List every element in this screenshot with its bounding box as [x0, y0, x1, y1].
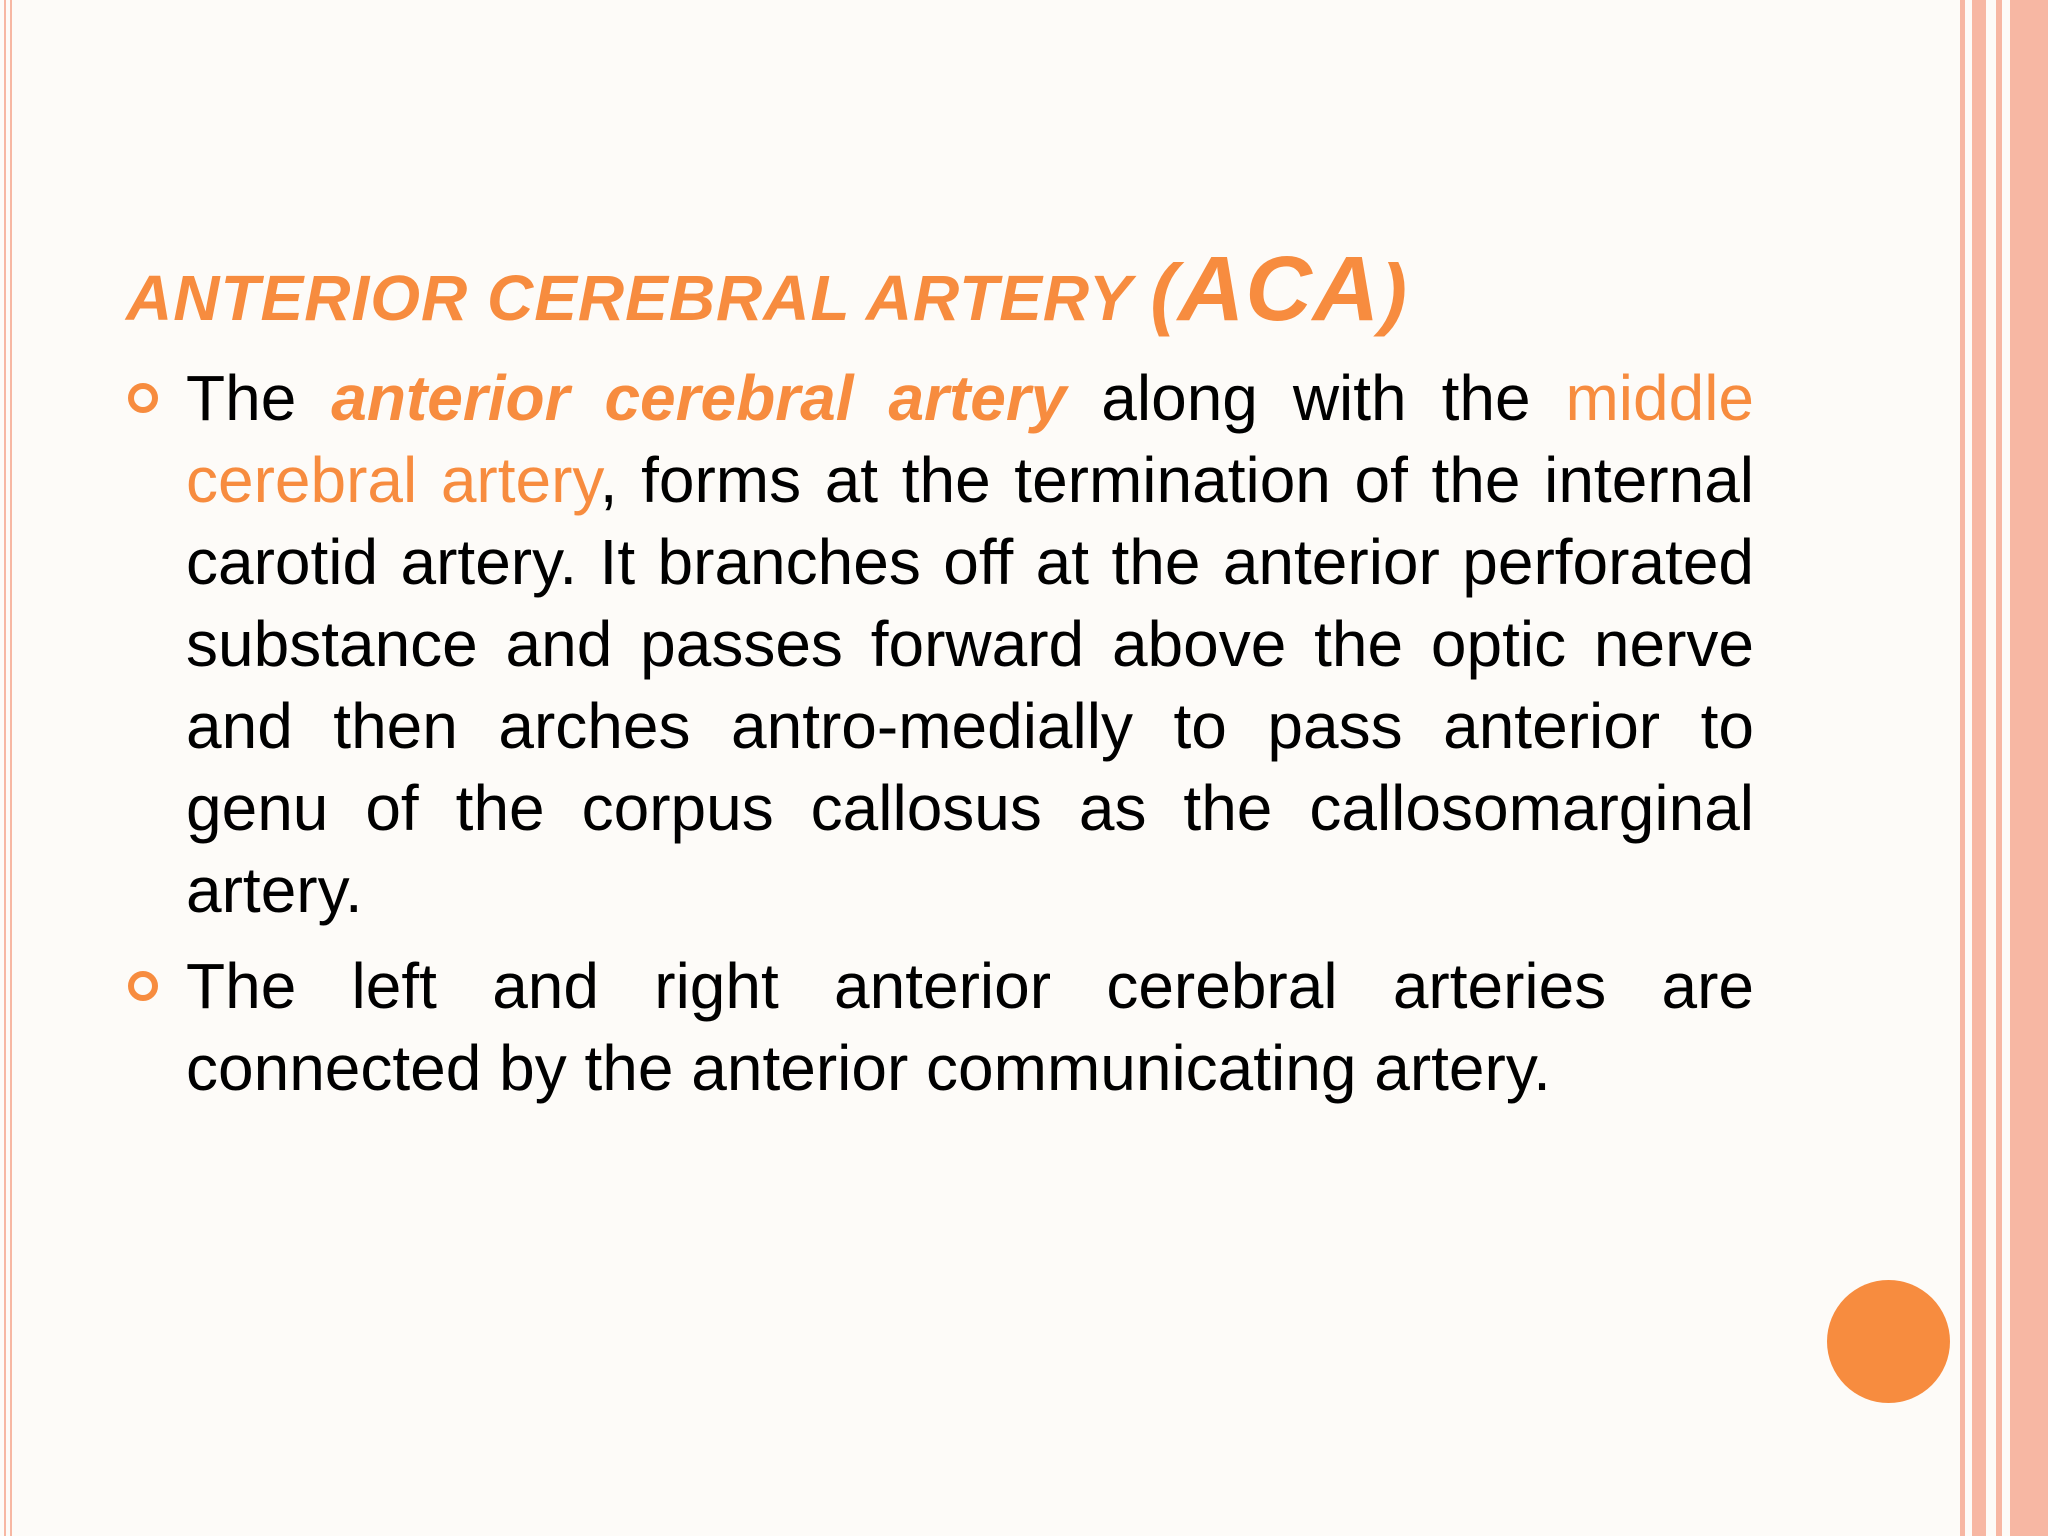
decorative-circle	[1827, 1280, 1950, 1403]
bullet-list	[126, 357, 1754, 1109]
right-border-stripe	[1996, 0, 2002, 1536]
title-acronym: ACA	[1177, 237, 1381, 340]
title-close-paren: )	[1380, 247, 1408, 337]
title-open-paren: (	[1150, 247, 1178, 337]
slide-title	[126, 237, 1408, 340]
emphasis-term: anterior cerebral artery	[331, 362, 1067, 434]
bullet-item	[126, 357, 1754, 931]
right-border-stripe	[1972, 0, 1986, 1536]
bullet-text-prefix: The	[186, 362, 332, 434]
bullet-text-suffix: , forms at the termination of the internal carotid artery. It branches off at the anterior perforated substance and passes forward above the optic nerve and then arches antro-medially to pass anterior to genu of the corpus callosus as the callosomarginal artery.	[186, 444, 1755, 926]
bullet-text: The left and right anterior cerebral arteries are connected by the anterior communicating artery.	[186, 950, 1754, 1104]
left-border-line	[4, 0, 6, 1536]
right-border-stripe	[1960, 0, 1965, 1536]
bullet-circle-icon	[128, 383, 158, 413]
bullet-item	[126, 945, 1754, 1109]
title-main: ANTERIOR CEREBRAL ARTERY	[126, 261, 1151, 334]
highlight-term: middle cerebral artery	[186, 362, 1754, 516]
bullet-text-mid: along with the	[1066, 362, 1566, 434]
right-border-stripe	[2010, 0, 2048, 1536]
bullet-circle-icon	[128, 971, 158, 1001]
left-border-line	[10, 0, 12, 1536]
